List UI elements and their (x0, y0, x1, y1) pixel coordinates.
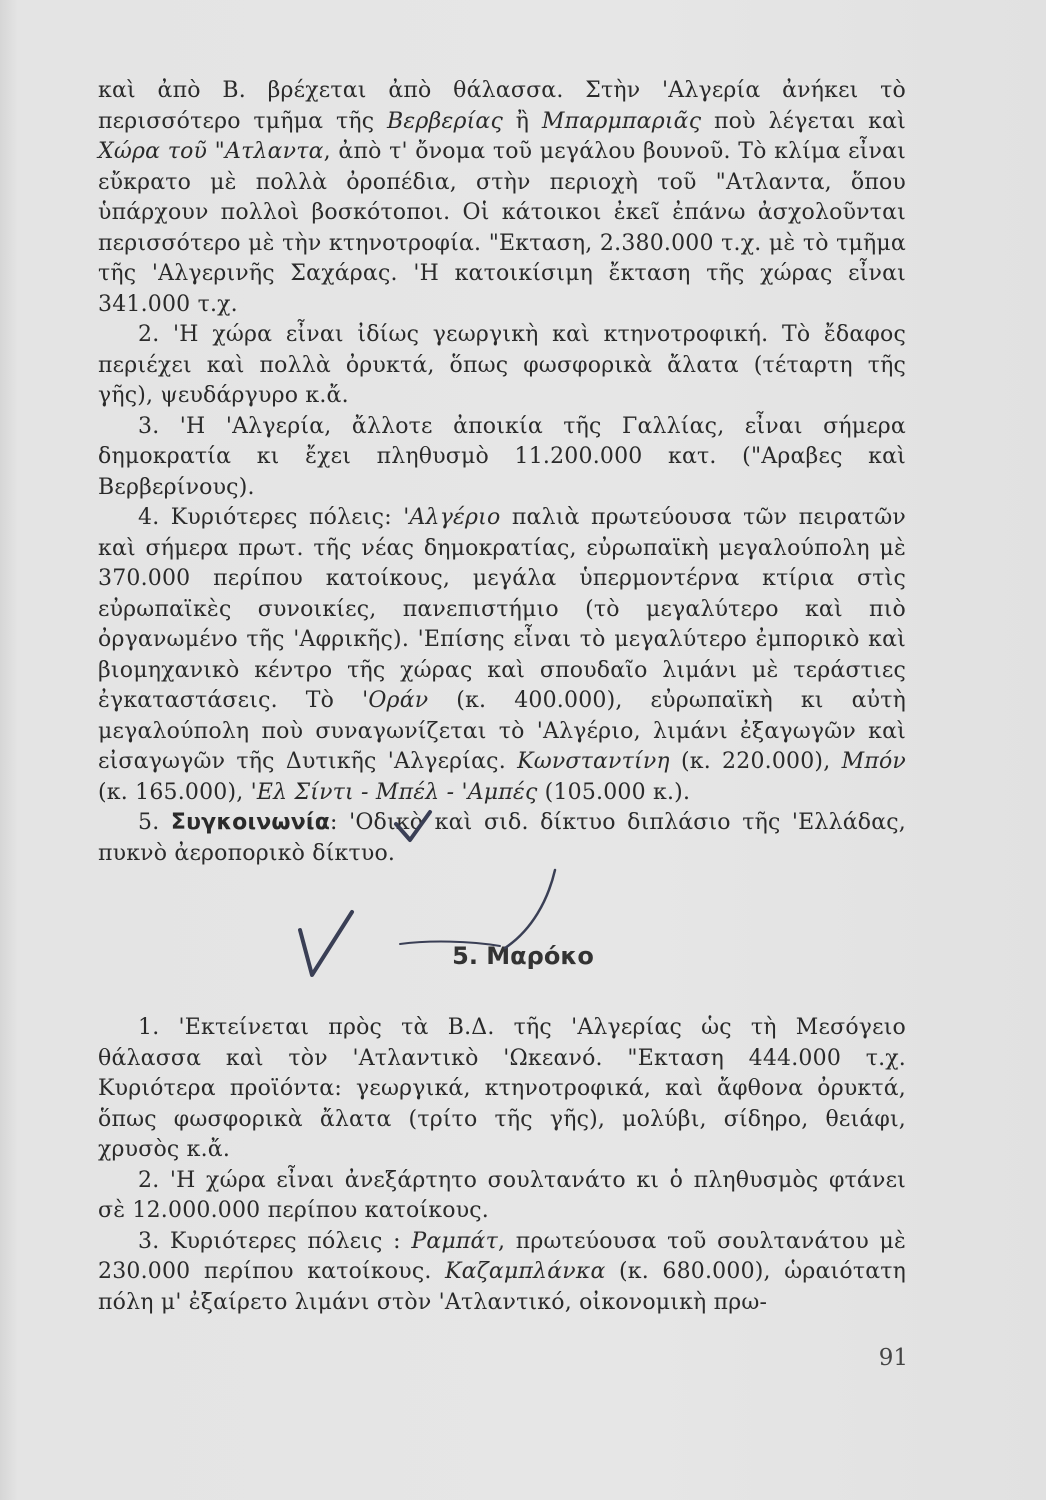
section-heading-morocco: 5. Μαρόκο (452, 942, 594, 970)
text-run: 5. (138, 810, 171, 835)
city-rabat: Ραμπάτ (411, 1228, 498, 1254)
italic-term-chora-atlanta: Χώρα τοῦ "Ατλαντα (98, 139, 324, 164)
morocco-paragraph-3 (98, 1227, 906, 1319)
city-bone: Μπόν (841, 749, 906, 774)
text-run: , πρωτεύουσα τοῦ σουλτανάτου μὲ 230.000 περίπου κατοίκους. (98, 1228, 906, 1284)
text-run: ποὺ λέγεται καὶ (701, 108, 906, 134)
text-run: , ἀπὸ τ' ὄνομα τοῦ μεγάλου βουνοῦ. Τὸ κλίμα εἶναι εὔκρατο μὲ πολλὰ ὀροπέδια, στὴν περιοχὴ τοῦ "Ατλαντα, ὅπου ὑπάρχουν πολλοὶ βοσκότοποι. Οἱ κάτοικοι ἐκεῖ ἐπάνω ἀσχολοῦνται περισσότερο μὲ τὴν κτηνοτροφία. "Εκταση, 2.380.000 τ.χ. μὲ τὸ τμῆμα τῆς 'Αλγερινῆς Σαχάρας. 'Η κατοικίσιμη ἔκταση τῆς χώρας εἶναι 341.000 τ.χ. (98, 139, 906, 317)
text-run: ἢ (503, 108, 542, 134)
italic-term-berberia: Βερβερίας (387, 108, 503, 134)
text-run: (κ. 165.000), (98, 779, 251, 805)
text-run: (105.000 κ.). (537, 779, 691, 805)
text-run: (κ. 220.000), (669, 749, 842, 774)
page-number: 91 (878, 1345, 908, 1371)
text-run: 4. Κυριότερες πόλεις: (138, 505, 404, 530)
morocco-paragraph-1: 1. 'Εκτείνεται πρὸς τὰ Β.Δ. τῆς 'Αλγερίας ὡς τὴ Μεσόγειο θάλασσα καὶ τὸν 'Ατλαντικὸ 'Ωκεανό. "Εκταση 444.000 τ.χ. Κυριότερα προϊόντα: γεωργικά, κτηνοτροφικά, καὶ ἄφθονα ὀρυκτά, ὅπως φωσφορικὰ ἄλατα (τρίτο τῆς γῆς), μολύβι, σίδηρο, θειάφι, χρυσὸς κ.ἄ. (98, 1015, 906, 1162)
city-algiers: 'Αλγέριο (403, 505, 501, 530)
paragraph-3-population: 3. 'Η 'Αλγερία, ἄλλοτε ἀποικία τῆς Γαλλίας, εἶναι σήμερα δημοκρατία κι ἔχει πληθυσμὸ 11.200.000 κατ. ("Αραβες καὶ Βερβερίνους). (98, 413, 906, 500)
text-run: : 'Οδικὸ καὶ σιδ. δίκτυο διπλάσιο τῆς 'Ελλάδας, πυκνὸ ἀεροπορικὸ δίκτυο. (98, 810, 906, 866)
text-run: (κ. 680.000), ὡραιότατη πόλη μ' ἐξαίρετο λιμάνι στὸν 'Ατλαντικό, οἰκονομικὴ πρω- (98, 1259, 907, 1315)
text-run: (κ. 400.000), εὐρωπαϊκὴ κι αὐτὴ μεγαλούπολη ποὺ συναγωνίζεται τὸ 'Αλγέριο, λιμάνι ἐξαγωγῶν καὶ εἰσαγωγῶν τῆς Δυτικῆς 'Αλγερίας. (98, 688, 906, 774)
morocco-section (98, 1013, 906, 1318)
morocco-paragraph-2: 2. 'Η χώρα εἶναι ἀνεξάρτητο σουλτανάτο κι ὁ πληθυσμὸς φτάνει σὲ 12.000.000 περίπου κατοίκους. (98, 1167, 906, 1223)
city-constantine: Κωνσταντίνη (517, 749, 670, 774)
paragraph-2-economy: 2. 'Η χώρα εἶναι ἰδίως γεωργικὴ καὶ κτηνοτροφική. Τὸ ἔδαφος περιέχει καὶ πολλὰ ὀρυκτά, ὅπως φωσφορικὰ ἄλατα (τέταρτη τῆς γῆς), ψευδάργυρο κ.ἄ. (98, 322, 906, 408)
city-oran: 'Οράν (362, 688, 429, 713)
paragraph-geography (98, 76, 906, 320)
paragraph-4-cities (98, 503, 906, 808)
text-run: καὶ ἀπὸ Β. βρέχεται ἀπὸ θάλασσα. Στὴν 'Αλγερία ἀνήκει τὸ περισσότερο τμῆμα τῆς (98, 78, 906, 134)
bold-term-transport: Συγκοινωνία (170, 810, 331, 835)
text-run: παλιὰ πρωτεύουσα τῶν πειρατῶν καὶ σήμερα πρωτ. τῆς νέας δημοκρατίας, εὐρωπαϊκὴ μεγαλούπολη μὲ 370.000 περίπου κατοίκους, μεγάλα ὑπερμοντέρνα κτίρια στὶς εὐρωπαϊκὲς συνοικίες, πανεπιστήμιο (τὸ μεγαλύτερο καὶ πιὸ ὀργανωμένο τῆς 'Αφρικῆς). 'Επίσης εἶναι τὸ μεγαλύτερο ἐμπορικὸ καὶ βιομηχανικὸ κέντρο τῆς χώρας καὶ σπουδαῖο λιμάνι μὲ τεράστιες ἐγκαταστάσεις. Τὸ (98, 505, 906, 713)
city-casablanca: Καζαμπλάνκα (445, 1259, 606, 1284)
algeria-section-continued (98, 76, 906, 869)
city-sidi-bel-abbes: 'Ελ Σίντι - Μπέλ - 'Αμπές (250, 779, 538, 805)
text-run: 3. Κυριότερες πόλεις : (138, 1228, 412, 1254)
paragraph-5-transport (98, 808, 906, 869)
italic-term-barbaria: Μπαρμπαριᾶς (541, 108, 702, 134)
pen-stroke-line (505, 870, 555, 948)
